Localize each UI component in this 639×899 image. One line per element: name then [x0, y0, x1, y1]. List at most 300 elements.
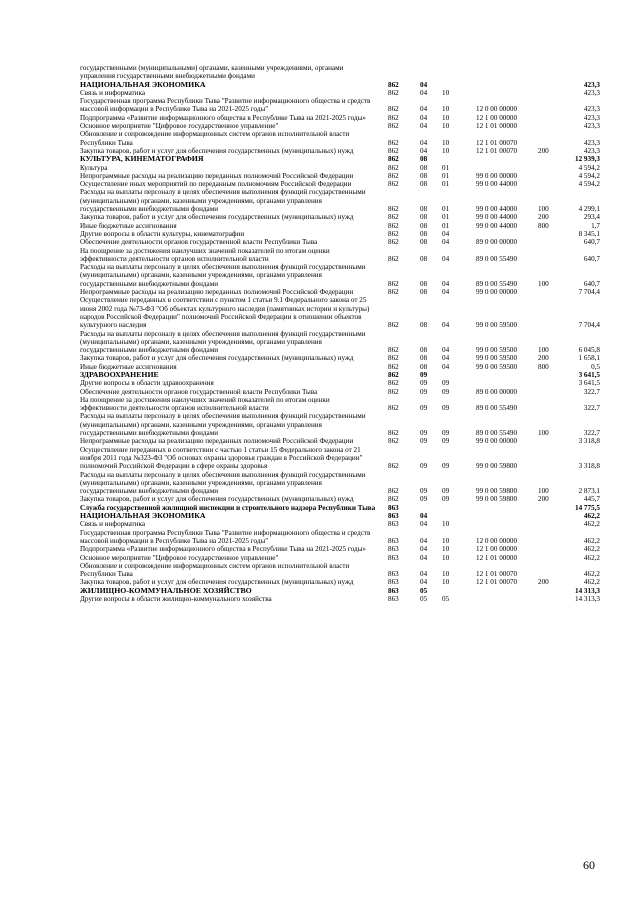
row-section-code: 04 [420, 553, 428, 562]
table-row [80, 354, 600, 362]
row-grbs-code: 863 [388, 512, 399, 521]
table-row [80, 379, 600, 387]
row-expense-type-code [536, 520, 558, 528]
row-amount: 462,2 [583, 578, 600, 587]
row-expense-type-code [536, 446, 558, 471]
row-target-article-code: 89 0 00 55490 [476, 429, 518, 438]
row-amount: 462,2 [583, 512, 600, 521]
row-target-article-code [474, 230, 536, 238]
row-target-article-code [474, 587, 536, 595]
table-row [80, 180, 600, 188]
table-row [80, 164, 600, 172]
row-section-code: 05 [420, 595, 428, 603]
row-target-article-code [474, 512, 536, 520]
row-section-code: 09 [420, 379, 428, 388]
row-grbs-code: 862 [388, 462, 399, 471]
row-expense-type-code [536, 238, 558, 246]
row-grbs-code: 862 [388, 387, 399, 396]
table-row [80, 122, 600, 130]
row-amount: 640,7 [583, 279, 600, 288]
row-section-code: 04 [420, 122, 428, 131]
row-expense-type-code [536, 81, 558, 89]
row-section-code: 08 [420, 205, 428, 214]
row-subsection-code: 10 [442, 113, 450, 122]
row-expense-type-code [536, 371, 558, 379]
row-amount: 6 045,8 [578, 346, 600, 355]
row-amount: 293,4 [583, 213, 600, 222]
row-grbs-code: 862 [388, 180, 399, 189]
row-grbs-code: 862 [388, 254, 399, 263]
row-target-article-code: 99 0 00 59500 [476, 362, 518, 371]
row-amount: 322,7 [583, 387, 600, 396]
row-grbs-code: 862 [388, 105, 399, 114]
budget-table [80, 64, 600, 603]
row-name: Расходы на выплаты персоналу в целях обеспечения выполнения функций государственными (муниципальными) органами, казенными учреждениями, органами управления государственными внебюджетными фондами [80, 470, 366, 496]
row-name: Закупка товаров, работ и услуг для обеспечения государственных (муниципальных) нужд [80, 578, 354, 587]
row-subsection-code: 09 [442, 437, 450, 446]
row-target-article-code: 12 1 01 00070 [476, 146, 518, 155]
table-row [80, 230, 600, 238]
row-subsection-code: 01 [442, 180, 450, 189]
row-section-code: 04 [420, 88, 428, 97]
row-expense-type-code [536, 587, 558, 595]
row-expense-type-code: 100 [538, 346, 549, 355]
row-target-article-code: 89 0 00 55490 [476, 279, 518, 288]
row-subsection-code: 04 [442, 279, 450, 288]
row-expense-type-code [536, 504, 558, 512]
row-target-article-code: 12 1 01 00000 [476, 122, 518, 131]
row-amount: 3 318,8 [578, 437, 600, 446]
row-subsection-code [440, 371, 474, 379]
row-expense-type-code: 200 [538, 354, 549, 363]
row-target-article-code: 89 0 00 55490 [476, 254, 518, 263]
row-target-article-code: 12 1 01 00070 [476, 570, 518, 579]
row-target-article-code [474, 520, 536, 528]
table-row [80, 396, 600, 413]
row-section-code: 04 [420, 146, 428, 155]
row-expense-type-code [536, 172, 558, 180]
row-subsection-code: 04 [442, 346, 450, 355]
row-name: ЗДРАВООХРАНЕНИЕ [80, 369, 159, 379]
row-name: Связь и информатика [80, 88, 146, 97]
row-grbs-code: 863 [388, 536, 399, 545]
row-target-article-code: 89 0 00 00000 [476, 238, 518, 247]
row-grbs-code: 862 [388, 80, 399, 89]
row-name: Расходы на выплаты персоналу в целях обеспечения выполнения функций государственными (муниципальными) органами, казенными учреждениями, органами управления государственными внебюджетными фондами [80, 329, 366, 355]
row-target-article-code: 99 0 00 44000 [476, 221, 518, 230]
row-target-article-code [474, 64, 536, 81]
row-grbs-code: 862 [388, 346, 399, 355]
row-name: Закупка товаров, работ и услуг для обеспечения государственных (муниципальных) нужд [80, 213, 354, 222]
row-amount: 3 318,8 [578, 462, 600, 471]
row-amount: 462,2 [583, 570, 600, 579]
row-name: Расходы на выплаты персоналу в целях обеспечения выполнения функций государственными (муниципальными) органами, казенными учреждениями, органами управления государственными внебюджетными фондами [80, 412, 366, 438]
row-expense-type-code: 200 [538, 146, 549, 155]
row-subsection-code: 10 [442, 545, 450, 554]
row-amount: 4 299,1 [578, 205, 600, 214]
row-target-article-code [474, 81, 536, 89]
table-row [80, 512, 600, 520]
row-target-article-code: 99 0 00 44000 [476, 205, 518, 214]
row-grbs-code: 862 [388, 429, 399, 438]
row-subsection-code: 09 [442, 387, 450, 396]
row-expense-type-code: 800 [538, 221, 549, 230]
row-amount: 322,7 [583, 429, 600, 438]
row-amount: 3 641,5 [578, 379, 600, 388]
row-section-code: 08 [420, 354, 428, 363]
row-expense-type-code: 100 [538, 429, 549, 438]
row-name: Подпрограмма «Развитие информационного общества в Республике Тыва на 2021-2025 годы» [80, 113, 366, 122]
row-name: Осуществление иных мероприятий по переданным полномочиям Российской Федерации [80, 180, 352, 189]
row-target-article-code: 89 0 00 00000 [476, 387, 518, 396]
row-name: Государственная программа Республики Тыва "Развитие информационного общества и средств массовой информации в Республике Тыва на 2021-2025 годы" [80, 528, 371, 545]
row-name: Государственная программа Республики Тыва "Развитие информационного общества и средств массовой информации в Республике Тыва на 2021-2025 годы" [80, 97, 371, 114]
row-expense-type-code [536, 64, 558, 81]
table-row [80, 446, 600, 471]
row-target-article-code: 99 0 00 59800 [476, 462, 518, 471]
row-section-code: 04 [420, 570, 428, 579]
row-subsection-code: 01 [442, 171, 450, 180]
row-subsection-code [440, 512, 474, 520]
row-target-article-code: 99 0 00 59800 [476, 495, 518, 504]
row-subsection-code: 10 [442, 553, 450, 562]
row-grbs-code: 862 [388, 205, 399, 214]
row-expense-type-code [536, 512, 558, 520]
row-name: Непрограммные расходы на реализацию переданных полномочий Российской Федерации [80, 437, 354, 446]
row-expense-type-code: 800 [538, 362, 549, 371]
row-subsection-code: 09 [442, 487, 450, 496]
row-target-article-code: 12 0 00 00000 [476, 536, 518, 545]
table-row [80, 288, 600, 296]
row-target-article-code: 12 1 01 00000 [476, 553, 518, 562]
row-grbs-code: 862 [388, 404, 399, 413]
row-expense-type-code [536, 130, 558, 147]
row-subsection-code: 05 [442, 595, 450, 603]
row-amount: 423,3 [583, 88, 600, 97]
row-name: Основное мероприятие "Цифровое государственное управление" [80, 122, 279, 131]
row-section-code: 04 [420, 545, 428, 554]
row-name: Обеспечение деятельности органов государственной власти Республики Тыва [80, 387, 318, 396]
row-expense-type-code [536, 97, 558, 114]
row-amount: 423,3 [583, 138, 600, 147]
row-expense-type-code [536, 545, 558, 553]
table-row [80, 213, 600, 221]
row-name: На поощрение за достижения наилучших значений показателей по итогам оценки эффективности деятельности органов исполнительной власти [80, 395, 330, 413]
row-section-code: 08 [420, 221, 428, 230]
row-expense-type-code: 100 [538, 487, 549, 496]
row-target-article-code: 99 0 00 59500 [476, 354, 518, 363]
row-name: Другие вопросы в области жилищно-коммунального хозяйства [80, 595, 272, 603]
row-expense-type-code [536, 437, 558, 445]
row-amount: 462,2 [583, 545, 600, 554]
row-section-code: 08 [420, 163, 428, 172]
row-section-code: 08 [420, 346, 428, 355]
row-expense-type-code [536, 288, 558, 296]
row-section-code: 08 [420, 213, 428, 222]
row-subsection-code: 09 [442, 495, 450, 504]
table-row [80, 296, 600, 329]
row-grbs-code: 862 [388, 379, 399, 388]
row-name: Основное мероприятие "Цифровое государственное управление" [80, 553, 279, 562]
row-name: Расходы на выплаты персоналу в целях обеспечения выполнения функций государственными (муниципальными) органами, казенными учреждениями, органами управления государственными внебюджетными фондами [80, 263, 366, 288]
row-name: Иные бюджетные ассигнования [80, 362, 177, 371]
row-expense-type-code: 200 [538, 495, 549, 504]
row-amount [558, 64, 600, 81]
row-section-code: 09 [420, 437, 428, 446]
row-section-code: 08 [420, 254, 428, 263]
row-grbs-code: 862 [388, 362, 399, 371]
row-amount: 423,3 [583, 80, 600, 89]
row-name: Другие вопросы в области культуры, кинематографии [80, 229, 245, 238]
row-subsection-code: 04 [442, 254, 450, 263]
row-name: КУЛЬТУРА, КИНЕМАТОГРАФИЯ [80, 154, 204, 164]
row-expense-type-code: 100 [538, 205, 549, 214]
row-section-code: 04 [420, 520, 428, 529]
row-grbs-code: 863 [388, 520, 399, 529]
row-target-article-code: 99 0 00 59500 [476, 321, 518, 330]
table-row [80, 595, 600, 603]
row-subsection-code: 09 [442, 429, 450, 438]
row-amount: 4 594,2 [578, 163, 600, 172]
row-amount: 3 641,5 [578, 370, 600, 379]
row-section-code [418, 64, 440, 81]
row-section-code: 08 [420, 171, 428, 180]
row-section-code: 04 [420, 512, 428, 521]
row-section-code: 04 [420, 578, 428, 587]
row-name: НАЦИОНАЛЬНАЯ ЭКОНОМИКА [80, 79, 206, 89]
row-name: Связь и информатика [80, 520, 146, 529]
row-target-article-code: 99 0 00 00000 [476, 171, 518, 180]
row-section-code: 04 [420, 138, 428, 147]
row-target-article-code [474, 155, 536, 163]
row-section-code: 09 [420, 487, 428, 496]
row-subsection-code [440, 587, 474, 595]
row-expense-type-code [536, 164, 558, 172]
table-row [80, 412, 600, 437]
row-amount: 423,3 [583, 113, 600, 122]
row-name: Подпрограмма «Развитие информационного общества в Республике Тыва на 2021-2025 годы» [80, 545, 366, 554]
row-grbs-code: 862 [388, 354, 399, 363]
row-expense-type-code [536, 180, 558, 188]
row-name: На поощрение за достижения наилучших значений показателей по итогам оценки эффективности деятельности органов исполнительной власти [80, 246, 330, 263]
table-row [80, 188, 600, 213]
table-row [80, 238, 600, 246]
row-subsection-code: 04 [442, 354, 450, 363]
table-row [80, 247, 600, 264]
row-name: Обеспечение деятельности органов государственной власти Республики Тыва [80, 238, 318, 247]
row-amount: 14 313,3 [575, 595, 600, 603]
row-subsection-code: 10 [442, 520, 450, 529]
row-amount: 462,2 [583, 553, 600, 562]
row-name: государственными (муниципальными) органами, казенными учреждениями, органами управления государственными внебюджетными фондами [80, 64, 344, 81]
row-amount: 1 658,1 [578, 354, 600, 363]
row-subsection-code: 01 [442, 163, 450, 172]
row-subsection-code: 10 [442, 88, 450, 97]
row-name: ЖИЛИЩНО-КОММУНАЛЬНОЕ ХОЗЯЙСТВО [80, 585, 252, 595]
row-expense-type-code [536, 296, 558, 329]
table-row [80, 587, 600, 595]
row-name: Осуществление переданных в соответствии с частью 1 статьи 15 Федерального закона от 21 ноября 2011 года №323-ФЗ "Об основах охраны здоровья граждан в Российской Федерации" полномочий Российской Федерации в сфере охраны здоровья [80, 445, 363, 471]
row-expense-type-code [536, 529, 558, 546]
row-grbs-code: 862 [388, 321, 399, 330]
row-target-article-code [474, 595, 536, 603]
row-grbs-code: 863 [388, 595, 399, 603]
row-grbs-code: 862 [388, 288, 399, 297]
row-expense-type-code [536, 562, 558, 579]
row-section-code: 09 [420, 495, 428, 504]
row-section-code: 04 [420, 536, 428, 545]
row-expense-type-code [536, 89, 558, 97]
row-expense-type-code [536, 114, 558, 122]
row-expense-type-code [536, 379, 558, 387]
row-section-code: 08 [420, 180, 428, 189]
row-amount: 14 313,3 [575, 586, 600, 595]
row-target-article-code: 99 0 00 59500 [476, 346, 518, 355]
row-name: НАЦИОНАЛЬНАЯ ЭКОНОМИКА [80, 511, 206, 521]
page-number: 60 [583, 858, 595, 872]
row-amount: 640,7 [583, 238, 600, 247]
row-section-code: 04 [420, 80, 428, 89]
row-expense-type-code [536, 554, 558, 562]
row-amount: 640,7 [583, 254, 600, 263]
row-section-code: 08 [420, 279, 428, 288]
row-section-code: 09 [420, 370, 428, 379]
table-row [80, 371, 600, 379]
row-name: Осуществление переданных в соответствии с пунктом 1 статьи 9.1 Федерального закона от 25 июня 2002 года №73-ФЗ "Об объектах культурного наследия (памятниках истории и культуры) народов Российской Федерации" полномочий Российской Федерации в отношении объектов культурного наследия [80, 296, 370, 330]
row-expense-type-code [536, 388, 558, 396]
row-target-article-code [474, 504, 536, 512]
row-section-code: 08 [420, 321, 428, 330]
table-row [80, 529, 600, 546]
row-expense-type-code: 100 [538, 279, 549, 288]
row-grbs-code: 862 [388, 229, 399, 238]
row-grbs-code: 862 [388, 495, 399, 504]
row-expense-type-code: 200 [538, 213, 549, 222]
row-target-article-code: 89 0 00 55490 [476, 404, 518, 413]
row-target-article-code: 99 0 00 44000 [476, 213, 518, 222]
row-grbs-code: 862 [388, 370, 399, 379]
row-subsection-code: 04 [442, 362, 450, 371]
row-target-article-code: 99 0 00 44000 [476, 180, 518, 189]
row-amount: 7 704,4 [578, 321, 600, 330]
row-name: Служба государственной жилищной инспекции и строительного надзора Республики Тыва [80, 503, 376, 512]
row-subsection-code: 04 [442, 288, 450, 297]
row-grbs-code: 862 [388, 221, 399, 230]
row-grbs-code: 862 [388, 122, 399, 131]
row-amount: 8 345,1 [578, 229, 600, 238]
row-subsection-code: 04 [442, 238, 450, 247]
row-target-article-code: 12 1 00 00000 [476, 113, 518, 122]
row-grbs-code: 862 [388, 213, 399, 222]
row-grbs-code: 862 [388, 146, 399, 155]
row-section-code: 08 [420, 288, 428, 297]
row-name: Непрограммные расходы на реализацию переданных полномочий Российской Федерации [80, 171, 354, 180]
row-grbs-code: 862 [388, 437, 399, 446]
row-amount: 322,7 [583, 404, 600, 413]
row-subsection-code: 04 [442, 321, 450, 330]
row-target-article-code [474, 371, 536, 379]
row-target-article-code [474, 164, 536, 172]
table-row [80, 495, 600, 503]
row-grbs-code: 863 [388, 578, 399, 587]
row-section-code: 09 [420, 429, 428, 438]
row-target-article-code: 99 0 00 00000 [476, 437, 518, 446]
row-subsection-code [440, 81, 474, 89]
row-expense-type-code: 200 [538, 578, 549, 587]
table-row [80, 388, 600, 396]
row-grbs-code [386, 64, 418, 81]
row-amount: 1,7 [591, 221, 600, 230]
row-amount: 462,2 [583, 520, 600, 529]
row-amount: 4 594,2 [578, 180, 600, 189]
row-target-article-code: 12 0 00 00000 [476, 105, 518, 114]
row-amount: 462,2 [583, 536, 600, 545]
row-grbs-code: 862 [388, 163, 399, 172]
row-name: Закупка товаров, работ и услуг для обеспечения государственных (муниципальных) нужд [80, 146, 354, 155]
row-name: Другие вопросы в области здравоохранения [80, 379, 214, 388]
row-section-code: 04 [420, 113, 428, 122]
row-subsection-code: 10 [442, 536, 450, 545]
row-amount: 12 939,3 [575, 155, 600, 164]
row-grbs-code: 862 [388, 238, 399, 247]
table-row [80, 437, 600, 445]
row-subsection-code: 10 [442, 578, 450, 587]
row-subsection-code: 04 [442, 229, 450, 238]
row-target-article-code [474, 379, 536, 387]
row-grbs-code: 862 [388, 88, 399, 97]
table-row [80, 554, 600, 562]
row-subsection-code: 10 [442, 138, 450, 147]
row-target-article-code [474, 89, 536, 97]
row-grbs-code: 862 [388, 138, 399, 147]
row-subsection-code: 10 [442, 122, 450, 131]
row-grbs-code: 863 [388, 570, 399, 579]
row-amount: 0,5 [591, 362, 600, 371]
row-section-code: 09 [420, 387, 428, 396]
row-name: Обновление и сопровождение информационных систем органов исполнительной власти Республики Тыва [80, 561, 350, 579]
table-row [80, 64, 600, 81]
row-amount: 445,7 [583, 495, 600, 504]
row-grbs-code: 863 [388, 545, 399, 554]
table-row [80, 89, 600, 97]
row-amount: 14 775,5 [575, 503, 600, 512]
row-subsection-code: 10 [442, 570, 450, 579]
row-target-article-code: 12 1 01 00070 [476, 578, 518, 587]
row-section-code: 08 [420, 238, 428, 247]
row-expense-type-code [536, 155, 558, 163]
row-name: Культура [80, 163, 108, 172]
row-expense-type-code [536, 396, 558, 413]
row-subsection-code: 01 [442, 221, 450, 230]
row-amount: 423,3 [583, 146, 600, 155]
table-row [80, 222, 600, 230]
row-subsection-code: 10 [442, 146, 450, 155]
row-amount: 423,3 [583, 105, 600, 114]
row-name: Обновление и сопровождение информационных систем органов исполнительной власти Республики Тыва [80, 130, 350, 147]
row-target-article-code: 12 1 01 00070 [476, 138, 518, 147]
row-grbs-code: 862 [388, 113, 399, 122]
row-name: Расходы на выплаты персоналу в целях обеспечения выполнения функций государственными (муниципальными) органами, казенными учреждениями, органами управления государственными внебюджетными фондами [80, 188, 366, 214]
table-row [80, 81, 600, 89]
table-row [80, 471, 600, 496]
table-row [80, 520, 600, 528]
row-subsection-code: 09 [442, 462, 450, 471]
row-section-code: 09 [420, 462, 428, 471]
row-subsection-code: 01 [442, 205, 450, 214]
row-name: Закупка товаров, работ и услуг для обеспечения государственных (муниципальных) нужд [80, 495, 354, 504]
table-row [80, 97, 600, 114]
row-section-code: 08 [420, 229, 428, 238]
